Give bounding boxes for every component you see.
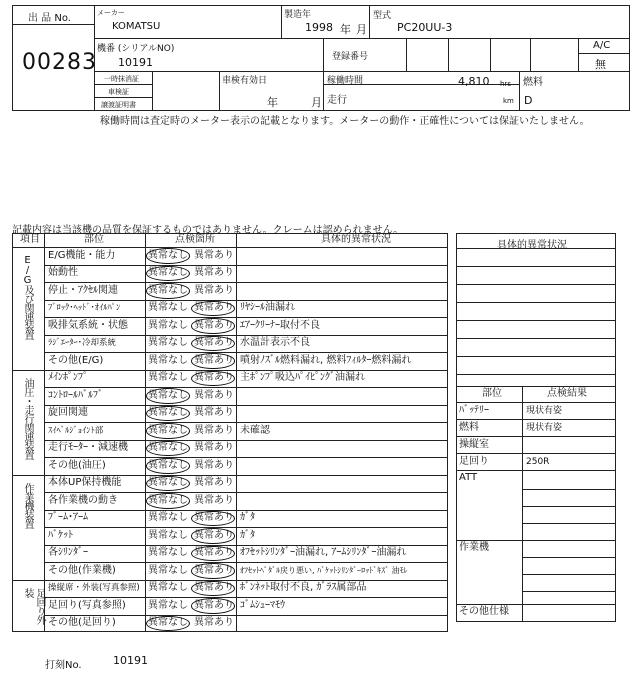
rule-line (522, 557, 616, 558)
ng-label: 異常あり (194, 372, 234, 383)
part-label: 旋回関連 (48, 407, 88, 418)
ng-label: 異常あり (194, 512, 234, 523)
rule-line (456, 248, 616, 249)
ng-label: 異常あり (194, 354, 234, 366)
ok-label: 異常なし (148, 547, 188, 558)
ok-mark-circle (146, 423, 190, 439)
part-label: 吸排気系統・状態 (48, 319, 128, 331)
mileage-label: 走行 (327, 95, 347, 106)
ok-mark-circle (146, 266, 190, 282)
part-label: 各作業機の動き (48, 494, 118, 506)
ok-label: 異常なし (148, 302, 188, 313)
ng-label: 異常あり (194, 459, 234, 471)
group-label: 足回り外装 (22, 587, 45, 624)
ac-label: A/C (593, 40, 611, 51)
group-label: 油圧・走行関連装置 (22, 377, 33, 459)
detail-text: 未確認 (240, 424, 270, 436)
col-detail-header: 具体的異常状況 (321, 234, 391, 245)
ok-label: 異常なし (148, 512, 188, 523)
detail-text: ｶﾞﾀ (240, 529, 255, 541)
col-part-header: 部位 (84, 234, 104, 245)
quality-disclaimer: 記載内容は当該機の品質を保証するものではありません。クレームは認められません。 (12, 225, 404, 236)
ng-label: 異常あり (194, 284, 234, 296)
ng-label: 異常あり (194, 494, 234, 506)
ng-label: 異常あり (194, 337, 234, 348)
inspection-month-unit: 月 (311, 96, 322, 109)
ng-mark-circle (191, 581, 235, 597)
part-label: ﾌﾞﾛｯｸ･ﾍｯﾄﾞ･ｵｲﾙﾊﾟﾝ (48, 303, 121, 313)
rule-line (456, 374, 616, 375)
hours-value: 4,810 (458, 75, 490, 88)
ng-mark-circle (191, 598, 235, 614)
ng-mark-circle (191, 511, 235, 527)
ok-label: 異常なし (148, 599, 188, 611)
ok-label: 異常なし (148, 424, 188, 436)
ng-label: 異常あり (194, 442, 234, 453)
stamp-value: 10191 (113, 654, 148, 667)
ok-mark-circle (146, 248, 190, 264)
detail-text: ﾘﾔｼｰﾙ油漏れ (240, 302, 295, 313)
ng-mark-circle (191, 318, 235, 334)
rule-line (456, 419, 616, 420)
rule-line (456, 320, 616, 321)
ok-label: 異常なし (148, 442, 188, 453)
right-part: 燃料 (459, 421, 479, 433)
row-rule (44, 405, 448, 406)
detail-text: 噴射ﾉｽﾞﾙ燃料漏れ, 燃料ﾌｨﾙﾀｰ燃料漏れ (240, 354, 412, 366)
rule-line (522, 523, 616, 524)
col-item-header: 項目 (20, 234, 40, 245)
fuel-value: D (524, 94, 533, 107)
ok-label: 異常なし (148, 459, 188, 471)
rule-line (456, 470, 616, 471)
ng-mark-circle (191, 563, 235, 579)
stamp-label: 打刻No. (45, 660, 82, 671)
part-label: ﾗｼﾞｴｰﾀｰ･冷却系統 (48, 338, 117, 348)
rule-line (522, 506, 616, 507)
year-unit: 年 (340, 23, 351, 36)
ok-label: 異常なし (148, 389, 188, 401)
ng-mark-circle (191, 301, 235, 317)
part-label: ｺﾝﾄﾛｰﾙﾊﾞﾙﾌﾞ (48, 389, 103, 401)
year-value: 1998 (305, 21, 333, 34)
ng-label: 異常あり (194, 599, 234, 611)
col-check-header: 点検箇所 (175, 234, 215, 245)
month-unit: 月 (356, 23, 367, 36)
ok-mark-circle (146, 616, 190, 632)
ok-label: 異常なし (148, 354, 188, 366)
ok-mark-circle (146, 283, 190, 299)
part-label: その他(作業機) (48, 564, 116, 576)
inspection-year-unit: 年 (267, 96, 278, 109)
ok-label: 異常なし (148, 582, 188, 593)
detail-text: ｴｱｰｸﾘｰﾅｰ取付不良 (240, 319, 320, 331)
row-rule (44, 265, 448, 266)
ng-label: 異常あり (194, 617, 234, 628)
part-label: 足回り(写真参照) (48, 599, 126, 611)
year-label: 製造年 (284, 10, 312, 20)
ac-value: 無 (595, 58, 606, 71)
right-col-part: 部位 (482, 388, 502, 399)
serial-label: 機番 (シリアルNO) (97, 44, 175, 54)
maker-value: KOMATSU (112, 21, 161, 32)
model-value: PC20UU-3 (397, 21, 453, 34)
rule-line (456, 356, 616, 357)
right-part: 足回り (459, 455, 489, 467)
rule-line (456, 266, 616, 267)
ok-label: 異常なし (148, 529, 188, 541)
detail-text: 水温計表示不良 (240, 337, 310, 348)
hours-label: 稼働時間 (327, 76, 364, 86)
ng-mark-circle (191, 546, 235, 562)
ng-label: 異常あり (194, 389, 234, 401)
ng-mark-circle (191, 336, 235, 352)
part-label: ｽｲﾍﾞﾙｼﾞｮｲﾝﾄ部 (48, 425, 104, 436)
ng-label: 異常あり (194, 302, 234, 313)
part-label: その他(油圧) (48, 459, 106, 471)
ng-mark-circle (191, 371, 235, 387)
part-label: 各ｼﾘﾝﾀﾞｰ (48, 547, 88, 558)
right-detail-header: 具体的異常状況 (497, 240, 567, 251)
column-rule (44, 233, 45, 632)
ok-label: 異常なし (148, 249, 188, 261)
ok-mark-circle (146, 458, 190, 474)
ng-label: 異常あり (194, 424, 234, 436)
ok-mark-circle (146, 476, 190, 492)
right-result: 250R (526, 457, 550, 467)
ok-label: 異常なし (148, 477, 188, 488)
ok-mark-circle (146, 406, 190, 422)
ok-label: 異常なし (148, 267, 188, 278)
permit-transfer-cert: 譲渡証明書 (101, 101, 136, 109)
model-label: 型式 (373, 11, 392, 21)
fuel-label: 燃料 (523, 77, 543, 88)
mileage-unit: km (503, 97, 514, 105)
ng-label: 異常あり (194, 407, 234, 418)
ok-label: 異常なし (148, 372, 188, 383)
part-label: ﾌﾞｰﾑ･ｱｰﾑ (48, 512, 88, 523)
rule-line (456, 338, 616, 339)
rule-line (522, 386, 523, 622)
ng-label: 異常あり (194, 249, 234, 261)
right-result: 現状有姿 (526, 406, 563, 416)
ng-label: 異常あり (194, 319, 234, 331)
ok-mark-circle (146, 493, 190, 509)
part-label: 走行ﾓｰﾀｰ・減速機 (48, 442, 128, 453)
ok-label: 異常なし (148, 407, 188, 418)
detail-text: ｵﾌｾｯﾄﾍﾟﾀﾞﾙ戻り悪い, ﾊﾞｹｯﾄｼﾘﾝﾀﾞｰﾛｯﾄﾞｷｽﾞ 油ﾓﾚ (240, 565, 408, 575)
ng-label: 異常あり (194, 477, 234, 488)
ok-label: 異常なし (148, 319, 188, 331)
maker-label: メーカー (97, 9, 125, 17)
work-label: 作業機 (459, 542, 489, 553)
ok-label: 異常なし (148, 494, 188, 506)
right-col-result: 点検結果 (547, 388, 587, 399)
rule-line (456, 386, 616, 387)
rule-line (522, 591, 616, 592)
att-label: ATT (459, 472, 478, 483)
part-label: 始動性 (48, 267, 78, 278)
part-label: ﾊﾞｹｯﾄ (48, 529, 73, 541)
rule-line (456, 302, 616, 303)
rule-line (522, 489, 616, 490)
right-result: 現状有姿 (526, 423, 563, 433)
detail-text: ｺﾞﾑｼｭｰﾏﾓｳ (240, 599, 285, 611)
group-label: E/G及び関連装置 (22, 255, 33, 339)
hours-disclaimer: 稼働時間は査定時のメーター表示の記載となります。メーターの動作・正確性については保証いたしません。 (100, 116, 590, 127)
permit-temp-deregistration: 一時抹消証 (104, 75, 139, 83)
ng-label: 異常あり (194, 564, 234, 576)
part-label: その他(E/G) (48, 354, 104, 366)
ok-mark-circle (146, 441, 190, 457)
lot-no-label: 出 品 No. (28, 13, 71, 24)
ok-mark-circle (146, 388, 190, 404)
detail-text: 主ﾎﾟﾝﾌﾟ吸込ﾊﾟｲﾋﾟﾝｸﾞ油漏れ (240, 372, 365, 383)
group-label: 作業機装置 (22, 482, 33, 528)
right-part: 操縦室 (459, 438, 489, 450)
ng-label: 異常あり (194, 267, 234, 278)
part-label: 停止・ｱｸｾﾙ関連 (48, 284, 118, 296)
part-label: E/G機能・能力 (48, 249, 116, 261)
ok-label: 異常なし (148, 564, 188, 576)
inspection-label: 車検有効日 (222, 76, 268, 86)
row-rule (44, 387, 448, 388)
ng-label: 異常あり (194, 582, 234, 593)
column-rule (236, 233, 237, 632)
ng-mark-circle (191, 353, 235, 369)
ng-label: 異常あり (194, 529, 234, 541)
ok-label: 異常なし (148, 284, 188, 296)
rule-line (456, 284, 616, 285)
ok-label: 異常なし (148, 617, 188, 628)
rule-line (522, 574, 616, 575)
permit-inspection-cert: 車検証 (108, 88, 129, 96)
ng-mark-circle (191, 528, 235, 544)
part-label: ﾒｲﾝﾎﾟﾝﾌﾟ (48, 372, 88, 383)
serial-value: 10191 (118, 56, 153, 69)
reg-label: 登録番号 (332, 52, 369, 62)
lot-no-value: 00283 (22, 50, 97, 75)
other-spec-label: その他仕様 (459, 606, 509, 617)
detail-text: ｵﾌｾｯﾄｼﾘﾝﾀﾞｰ油漏れ, ｱｰﾑｼﾘﾝﾀﾞｰ油漏れ (240, 547, 407, 558)
hours-unit: hrs (500, 80, 511, 88)
ng-label: 異常あり (194, 547, 234, 558)
detail-text: ﾎﾞﾝﾈｯﾄ取付不良, ｶﾞﾗｽ属部品 (240, 582, 367, 593)
right-part: ﾊﾞｯﾃﾘｰ (459, 404, 489, 416)
detail-text: ｶﾞﾀ (240, 512, 255, 523)
part-label: 操縦席・外装(写真参照) (48, 583, 140, 593)
part-label: その他(足回り) (48, 617, 116, 628)
ok-label: 異常なし (148, 337, 188, 348)
part-label: 本体UP保持機能 (48, 477, 122, 488)
